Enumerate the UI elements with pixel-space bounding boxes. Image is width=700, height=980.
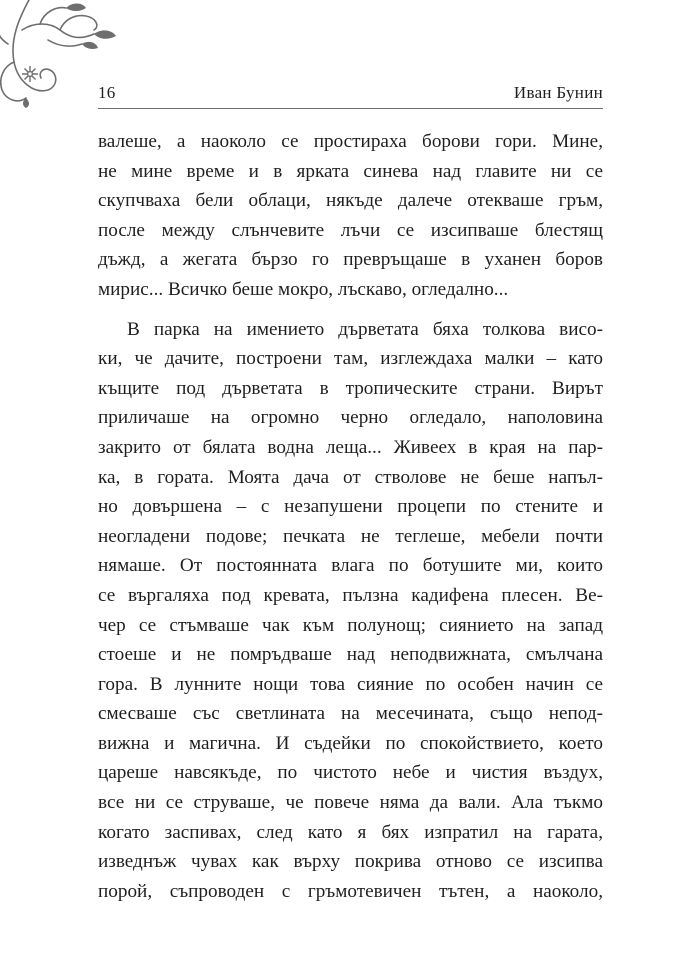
text-line: смесваше със светлината на месечината, също непод- [98,703,603,725]
text-line: стоеше и не помръдваше над неподвижната, смълчана [98,644,603,666]
text-line: вижна и магична. И съдейки по спокойствието, което [98,732,603,754]
text-line: неогладени подове; печката не теглеше, мебели почти [98,525,603,547]
text-line: но довършена – с незапушени процепи по стените и [98,496,603,518]
text-line: изведнъж чувах как върху покрива отново се изсипва [98,851,603,873]
body-text [98,127,603,906]
text-line: ки, че дачите, построени там, изглеждаха малки – като [98,348,603,370]
text-line: порой, съпроводен с гръмотевичен тътен, а наоколо, [98,880,603,902]
text-line: В парка на имението дърветата бяха толкова висо- [127,318,603,340]
text-line: скупчваха бели облаци, някъде далече отекваше гръм, [98,190,603,212]
page-number: 16 [98,83,116,102]
text-line: чер се стъмваше чак към полунощ; сиянието на запад [98,614,603,636]
text-line: цареше навсякъде, по чистото небе и чистия въздух, [98,762,603,784]
text-line: се въргаляха под кревата, пълзна кадифена плесен. Ве- [98,584,603,606]
text-line: нямаше. От постоянната влага по ботушите ми, които [98,555,603,577]
text-line: все ни се струваше, че повече няма да вали. Ала тъкмо [98,792,603,814]
running-title: Иван Бунин [513,83,603,102]
text-line: мирис... Всичко беше мокро, лъскаво, огледално... [98,278,509,300]
text-line: не мине време и в ярката синева над главите ни се [98,160,603,182]
header-rule [98,108,603,109]
text-line: после между слънчевите лъчи се изсипваше блестящ [98,219,603,241]
text-line: ка, в гората. Моята дача от стволове не беше напъл- [98,466,603,488]
text-line: закрито от бялата водна леща... Живеех в края на пар- [98,436,603,458]
text-line: приличаше на огромно черно огледало, наполовина [98,407,603,429]
text-line: къщите под дърветата в тропическите страни. Вирът [98,377,603,399]
text-line: когато заспивах, след като я бях изпратил на гарата, [98,821,603,843]
text-line: гора. В лунните нощи това сияние по особен начин се [98,673,603,695]
running-header [98,83,603,109]
text-line: дъжд, а жегата бързо го превръщаше в уханен боров [98,249,603,271]
paragraph [98,315,603,907]
text-line: валеше, а наоколо се простираха борови гори. Мине, [98,131,603,152]
paragraph [98,127,603,305]
